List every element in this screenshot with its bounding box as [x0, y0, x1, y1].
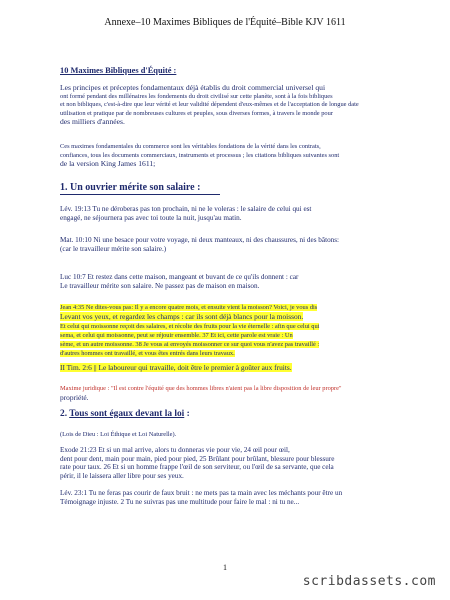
- highlighted-verse-line: Levant vos yeux, et regardez les champs : car ils sont déjà blancs pour la moisson.: [60, 312, 304, 322]
- maxim-2-number: 2.: [60, 409, 68, 419]
- intro-line: Les principes et préceptes fondamentaux déjà établis du droit commercial universel qui: [60, 83, 326, 92]
- intro-paragraph: [60, 84, 420, 127]
- page-number: 1: [223, 563, 227, 572]
- foundations-line: de la version King James 1611;: [60, 159, 156, 169]
- highlighted-verse-line: Et celui qui moissonne reçoit des salaires, et récolte des fruits pour la vie éternelle : afin que celui qui: [60, 322, 320, 330]
- watermark: scribdassets.com: [302, 574, 436, 589]
- verse-leviticus-19: [60, 205, 420, 222]
- highlighted-verse-line: d'autres hommes ont travaillé, et vous êtes entrés dans leurs travaux.: [60, 350, 235, 358]
- maxim-2-subtitle: (Lois de Dieu : Loi Éthique et Loi Naturelle).: [60, 431, 177, 438]
- verse-line: Exode 21:23 Et si un mal arrive, alors tu donneras vie pour vie, 24 œil pour œil,: [60, 446, 290, 454]
- verse-line: Le travailleur mérite son salaire. Ne passez pas de maison en maison.: [60, 281, 260, 290]
- highlighted-verse-line: sema, et celui qui moissonne, peut se réjouir ensemble. 37 Et ici, cette parole est vraie : Un: [60, 331, 293, 339]
- highlighted-verse-line: Jean 4:35 Ne dites-vous pas: Il y a encore quatre mois, et ensuite vient la moisson? Voici, je vous dis: [60, 304, 318, 311]
- foundations-line: confiances, tous les documents commerciaux, instruments et processus ; les citations bibliques suivantes sont: [60, 151, 340, 159]
- foundations-paragraph: [60, 143, 420, 169]
- verse-line: rate pour taux. 26 Et si un homme frappe l'œil de son serviteur, ou l'œil de sa servante, que cela: [60, 463, 334, 472]
- verse-line: dent pour dent, main pour main, pied pour pied, 25 Brûlant pour brûlant, blessure pour blessure: [60, 454, 335, 463]
- legal-maxim: [60, 385, 420, 402]
- verse-timothy-2: [60, 364, 420, 373]
- verse-line: périr, il le laissera aller libre pour ses yeux.: [60, 471, 184, 480]
- section-heading-maxims: 10 Maximes Bibliques d'Équité :: [60, 66, 177, 75]
- verse-exodus-21: [60, 446, 420, 480]
- verse-line: Luc 10:7 Et restez dans cette maison, mangeant et buvant de ce qu'ils donnent : car: [60, 273, 299, 281]
- intro-line: des milliers d'années.: [60, 117, 125, 127]
- verse-line: Lév. 23:1 Tu ne feras pas courir de faux bruit : ne mets pas ta main avec les méchants pour être un: [60, 489, 343, 497]
- intro-line: ont formé pendant des millénaires les fondements du droit civilisé sur cette planète, sont à la fois bibliques: [60, 92, 333, 100]
- maxim-2-title: Tous sont égaux devant la loi: [69, 409, 185, 419]
- legal-maxim-line: Maxime juridique : "Il est contre l'équité que des hommes libres n'aient pas la libre disposition de leur propre": [60, 385, 342, 392]
- verse-line: engagé, ne séjournera pas avec toi toute la nuit, jusqu'au matin.: [60, 213, 242, 222]
- verse-luke-10: [60, 273, 420, 290]
- highlighted-verse-line: II Tim. 2:6 || Le laboureur qui travaille, doit être le premier à goûter aux fruits.: [60, 363, 292, 372]
- intro-line: utilisation et pratique par de nombreuses cultures et peuples, sous diverses formes, à travers le monde pour: [60, 109, 333, 117]
- maxim-2-colon: :: [186, 409, 190, 419]
- maxim-2-heading: [60, 409, 190, 419]
- verse-line: (car le travailleur mérite son salaire.): [60, 244, 167, 253]
- verse-john-4: [60, 303, 420, 359]
- maxim-1-heading: 1. Un ouvrier mérite son salaire :: [60, 182, 220, 195]
- verse-line: Mat. 10:10 Ni une besace pour votre voyage, ni deux manteaux, ni des chaussures, ni des bâtons:: [60, 236, 340, 244]
- intro-line: et non bibliques, c'est-à-dire que leur vérité et leur validité dépendent d'eux-mêmes et de l'acceptation de longue date: [60, 101, 359, 109]
- verse-line: Témoignage injuste. 2 Tu ne suivras pas une multitude pour faire le mal : ni tu ne...: [60, 497, 300, 506]
- verse-matthew-10: [60, 236, 420, 253]
- page-title: Annexe–10 Maximes Bibliques de l'Équité–Bible KJV 1611: [104, 17, 346, 28]
- highlighted-verse-line: sème, et un autre moissonne. 38 Je vous ai envoyés moissonner ce sur quoi vous n'avez pas travaillé :: [60, 341, 320, 349]
- verse-leviticus-23: [60, 489, 420, 506]
- foundations-line: Ces maximes fondamentales du commerce sont les véritables fondations de la vérité dans les contrats,: [60, 143, 321, 150]
- legal-maxim-line: propriété.: [60, 392, 89, 402]
- verse-line: Lév. 19:13 Tu ne déroberas pas ton prochain, ni ne le voleras : le salaire de celui qui est: [60, 205, 312, 213]
